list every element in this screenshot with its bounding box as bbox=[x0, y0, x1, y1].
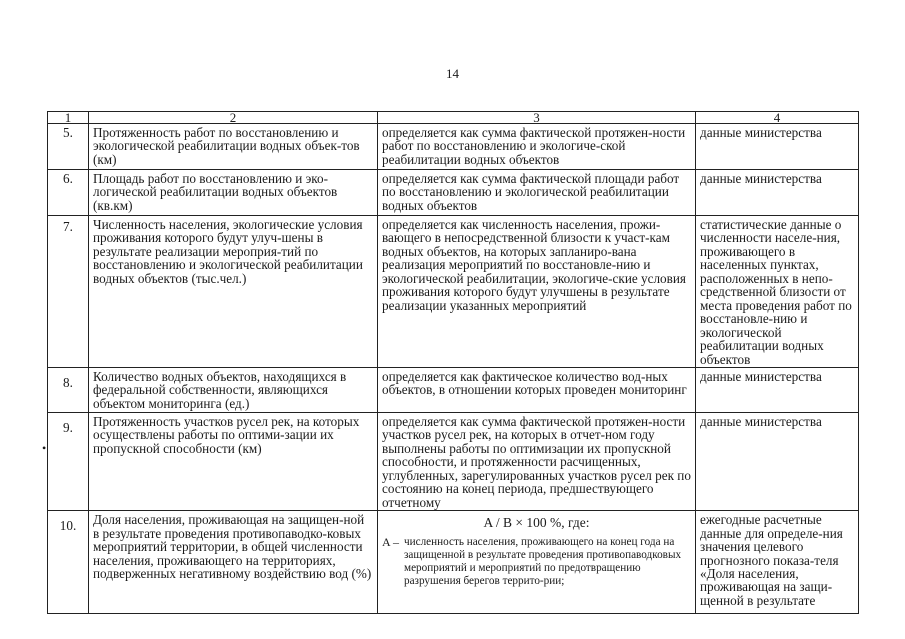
row-number: 6. bbox=[48, 170, 89, 216]
table-row bbox=[48, 367, 859, 412]
calculation-method-cell bbox=[378, 511, 696, 614]
row-number: 9. bbox=[48, 412, 89, 510]
header-col-3: 3 bbox=[378, 112, 696, 124]
table-row bbox=[48, 170, 859, 216]
table-row bbox=[48, 124, 859, 170]
page-number: 14 bbox=[446, 66, 459, 81]
formula-definition bbox=[382, 536, 691, 588]
calculation-method: определяется как сумма фактической протяжен-ности работ по восстановлению и экологиче-ской реабилитации водных объектов bbox=[378, 124, 696, 170]
row-number: 10. bbox=[48, 511, 89, 614]
data-source: данные министерства bbox=[696, 367, 859, 412]
data-source: ежегодные расчетные данные для определе-ния значения целевого прогнозного показа-теля «Доля населения, проживающая на защи-щенной в результате bbox=[696, 511, 859, 614]
indicator-name: Доля населения, проживающая на защищен-ной в результате проведения противопаводко-ковых мероприятий территории, в общей численности населения, проживающего на территориях, подверженных негативному воздействию вод (%) bbox=[89, 511, 378, 614]
formula: A / B × 100 %, где: bbox=[483, 515, 590, 531]
calculation-method: определяется как сумма фактической протяжен-ности участков русел рек, на которых в отчет-ном году выполнены работы по оптимизации их пропускной способности, и протяженности расчищенных, углубленных, зарегулированных участков русел рек по состоянию на конец периода, предшествующего отчетному bbox=[378, 412, 696, 510]
row-number: 5. bbox=[48, 124, 89, 170]
header-col-1: 1 bbox=[48, 112, 89, 124]
data-source: статистические данные о численности населе-ния, проживающего в населенных пунктах, расположенных в непо-средственной близости от места проведения работ по восстановле-нию и экологической реабилитации водных объектов bbox=[696, 216, 859, 368]
indicator-name: Протяженность работ по восстановлению и экологической реабилитации водных объек-тов (км) bbox=[89, 124, 378, 170]
header-col-4: 4 bbox=[696, 112, 859, 124]
stray-mark: • bbox=[42, 441, 47, 455]
calculation-method: определяется как фактическое количество вод-ных объектов, в отношении которых проведен мониторинг bbox=[378, 367, 696, 412]
table-row bbox=[48, 511, 859, 614]
table-row bbox=[48, 412, 859, 510]
definition-key: A – bbox=[382, 534, 400, 549]
row-number: 7. bbox=[48, 216, 89, 368]
indicator-name: Количество водных объектов, находящихся в федеральной собственности, являющихся объектом мониторинга (ед.) bbox=[89, 367, 378, 412]
row-number: 8. bbox=[48, 367, 89, 412]
table-header-row bbox=[48, 112, 859, 124]
header-col-2: 2 bbox=[89, 112, 378, 124]
table-row bbox=[48, 216, 859, 368]
data-source: данные министерства bbox=[696, 170, 859, 216]
calculation-method: определяется как сумма фактической площади работ по восстановлению и экологической реабилитации водных объектов bbox=[378, 170, 696, 216]
definition-text: численность населения, проживающего на конец года на защищенной в результате проведения противопаводковых мероприятий и мероприятий по предотвращению разрушения берегов террито-рии; bbox=[404, 535, 682, 587]
calculation-method: определяется как численность населения, прожи-вающего в непосредственной близости к участ-кам водных объектов, на которых запланиро-вана реализация мероприятий по восстановле-нию и экологической реабилитации, экологиче-ские условия проживания которого будут улучшены в результате реализации указанных мероприятий bbox=[378, 216, 696, 368]
indicator-name: Численность населения, экологические условия проживания которого будут улуч-шены в результате реализации мероприя-тий по восстановлению и экологической реабилитации водных объектов (тыс.чел.) bbox=[89, 216, 378, 368]
indicator-name: Площадь работ по восстановлению и эко-логической реабилитации водных объектов (кв.км) bbox=[89, 170, 378, 216]
indicator-name: Протяженность участков русел рек, на которых осуществлены работы по оптими-зации их пропускной способности (км) bbox=[89, 412, 378, 510]
data-source: данные министерства bbox=[696, 124, 859, 170]
indicators-table bbox=[47, 111, 859, 614]
data-source: данные министерства bbox=[696, 412, 859, 510]
